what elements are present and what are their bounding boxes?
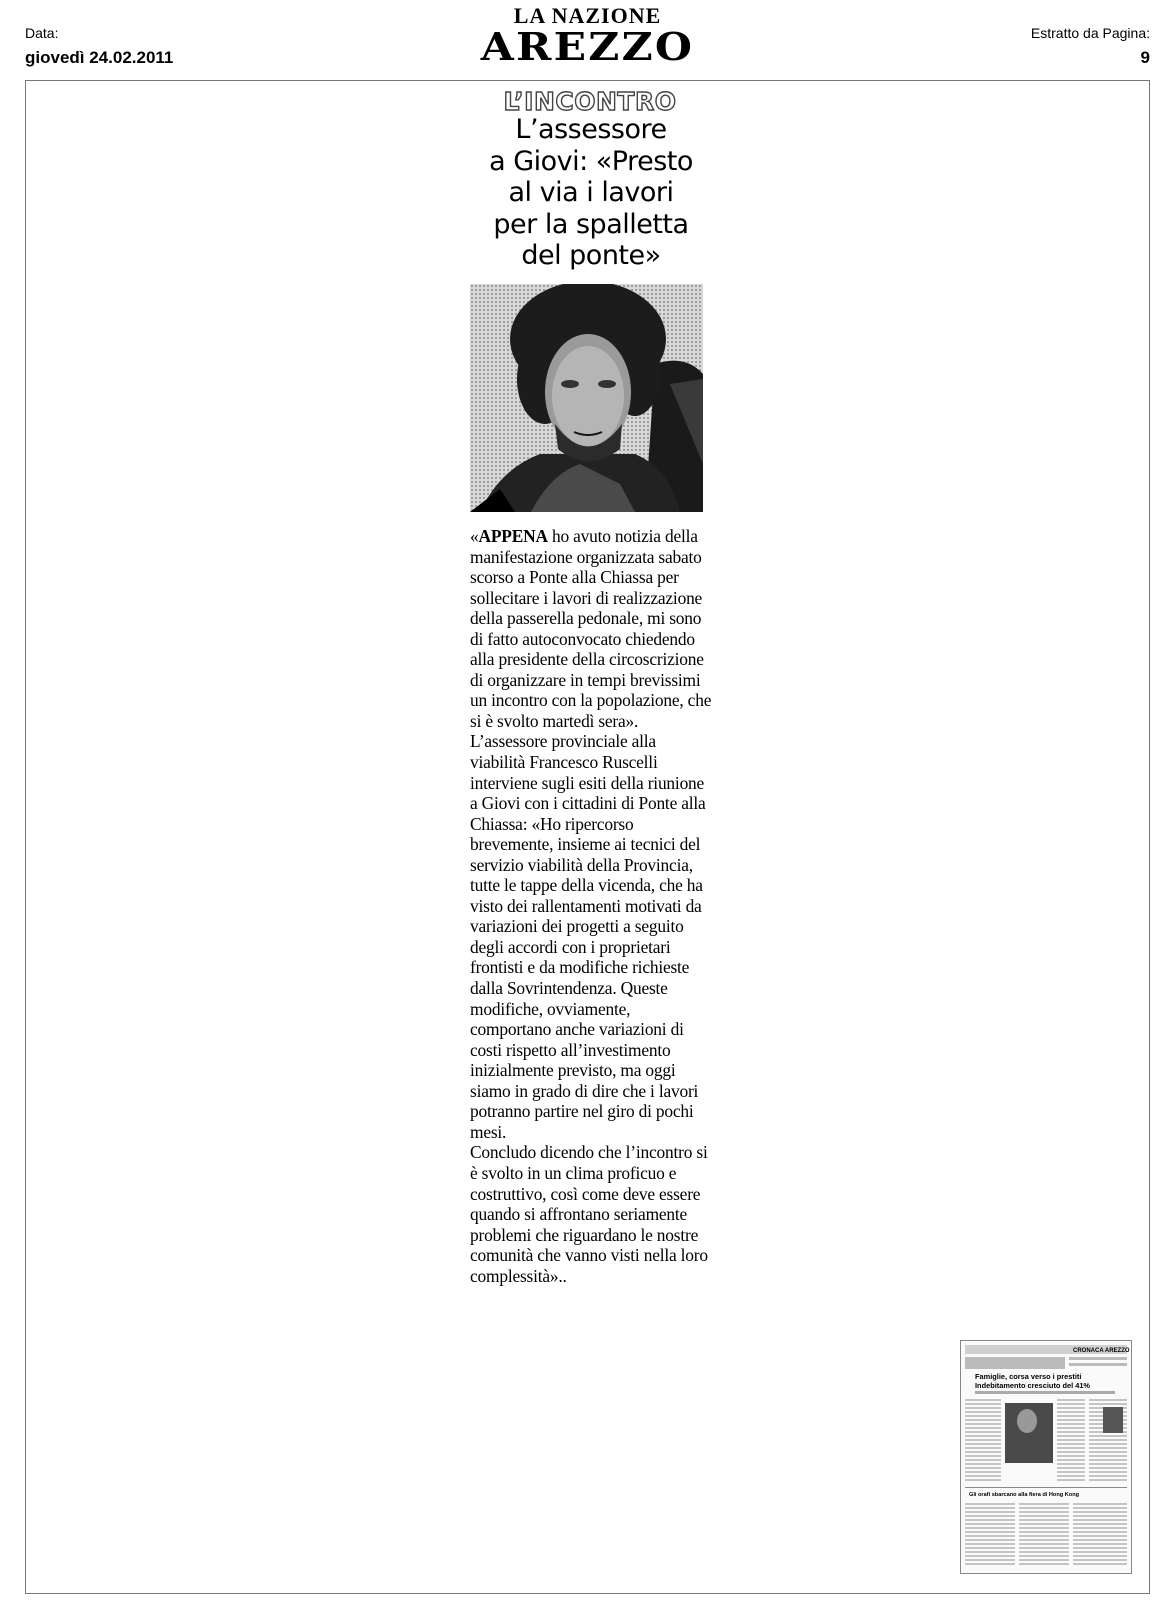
portrait-photo <box>470 284 703 512</box>
headline-line: a Giovi: «Presto <box>489 145 693 177</box>
page-block <box>1031 24 1150 70</box>
page-number: 9 <box>1140 48 1150 67</box>
thumb-masthead: CRONACA AREZZO <box>1073 1348 1130 1354</box>
date-label: Data: <box>25 25 59 41</box>
paragraph-3: Concludo dicendo che l’incontro si è svolto in un clima proficuo e costruttivo, così come deve essere quando si affrontano seriamente problemi che riguardano le nostre comunità che vanno visti nella loro complessità».. <box>470 1142 708 1286</box>
headline-line: L’assessore <box>515 114 667 145</box>
page-thumbnail <box>960 1340 1132 1574</box>
thumb-headline-1: Famiglie, corsa verso i prestiti <box>975 1372 1082 1381</box>
lead-quote-mark: « <box>470 526 479 546</box>
masthead-name: LA NAZIONE <box>513 3 662 28</box>
masthead <box>480 3 695 69</box>
headline-line: del ponte» <box>521 240 661 271</box>
headline-line: al via i lavori <box>508 177 674 208</box>
article-body <box>470 526 715 1286</box>
masthead-city: AREZZO <box>480 24 695 69</box>
thumb-headline-2: Indebitamento cresciuto del 41% <box>975 1381 1090 1390</box>
page-label: Estratto da Pagina: <box>1030 25 1150 41</box>
paragraph-lead <box>470 526 715 731</box>
date-value: giovedì 24.02.2011 <box>25 48 174 67</box>
thumb-bottom-headline: Gli orafi sbarcano alla fiera di Hong Kong <box>969 1492 1080 1498</box>
article-headline <box>460 114 722 272</box>
lead-text: ho avuto notizia della manifestazione organizzata sabato scorso a Ponte alla Chiassa per sollecitare i lavori di realizzazione della passerella pedonale, mi sono di fatto autoconvocato chiedendo alla presidente della circoscrizione di organizzare in tempi brevissimi un incontro con la popolazione, che si è svolto martedì sera». <box>470 526 712 731</box>
date-block <box>25 24 173 70</box>
lead-drop-word: APPENA <box>478 526 548 546</box>
headline-line: per la spalletta <box>493 208 689 240</box>
paragraph-2: L’assessore provinciale alla viabilità Francesco Ruscelli interviene sugli esiti della riunione a Giovi con i cittadini di Ponte alla Chiassa: «Ho ripercorso brevemente, insieme ai tecnici del servizio viabilità della Provincia, tutte le tappe della vicenda, che ha visto dei rallentamenti motivati da variazioni dei progetti a seguito degli accordi con i proprietari frontisti e da modifiche richieste dalla Sovrintendenza. Queste modifiche, ovviamente, comportano anche variazioni di costi rispetto all’investimento inizialmente previsto, ma oggi siamo in grado di dire che i lavori potranno partire nel giro di pochi mesi. <box>470 731 706 1142</box>
article-kicker: L’INCONTRO <box>503 87 677 116</box>
